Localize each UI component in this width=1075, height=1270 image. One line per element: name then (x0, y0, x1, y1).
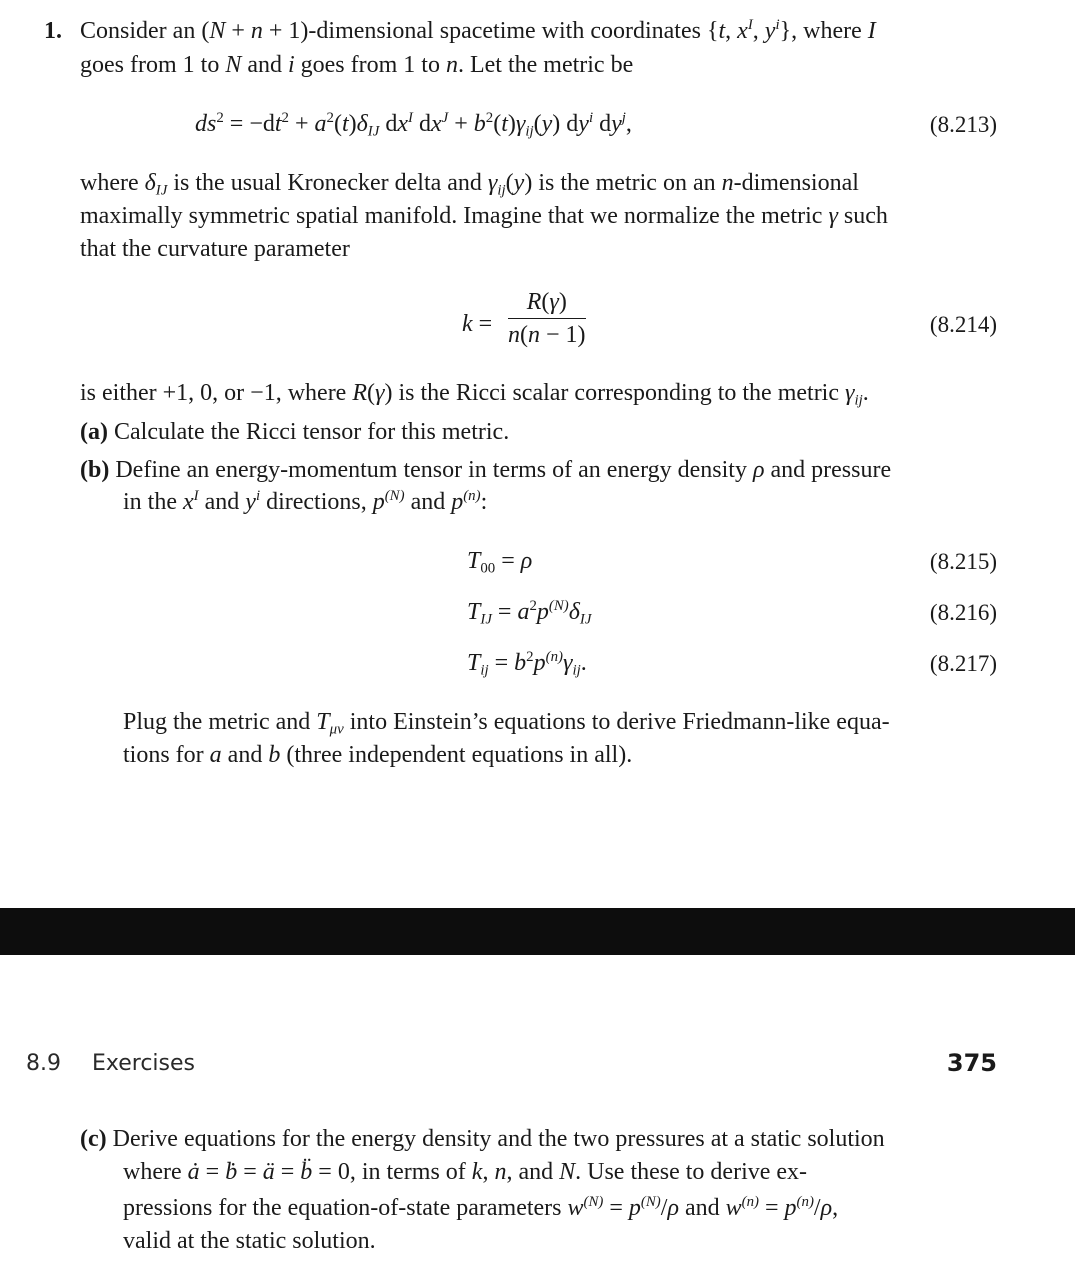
metric-equation: $ds^2 = -dt^2 + a^2(t)\delta_{IJ}$ $dx^I$ $dx^J + b^2(t)\gamma_{ij}(y)$ $dy^i$ $dy^j$, (195, 110, 632, 140)
k-symbol: k = (462, 311, 493, 337)
part-c-line-3: pressions for the equation-of-state parameters $w^{(N)} = p^{(N)}/\rho$ and $w^{(n)} = p^{(n)}/\rho$, (123, 1194, 839, 1221)
part-b-line-2: in the $x^I$ and $y^i$ directions, $p^{(N)}$ and $p^{(n)}$: (123, 488, 488, 515)
problem-number: 1. (44, 18, 62, 44)
part-a: (a) Calculate the Ricci tensor for this metric. (80, 419, 510, 445)
part-c-line-1: (c) Derive equations for the energy density and the two pressures at a static solution (80, 1126, 885, 1152)
either-line: is either +1, 0, or −1, where R(γ) is the Ricci scalar corresponding to the metric $\gamma_{ij}$. (80, 380, 869, 409)
equation-number-8-217: (8.217) (929, 651, 997, 676)
equation-number-8-215: (8.215) (929, 549, 997, 574)
plug-line-2: tions for a and b (three independent equations in all). (123, 742, 633, 768)
part-c-line-2: where ȧ = ḃ = ä = b̈ = 0, in terms of k, n, and N. Use these to derive ex- (123, 1159, 808, 1185)
intro-line-2: goes from 1 to N and i goes from 1 to n. Let the metric be (80, 52, 634, 78)
equation-number-8-216: (8.216) (929, 600, 997, 625)
where-line-3: that the curvature parameter (80, 236, 350, 262)
section-number: 8.9 (26, 1051, 61, 1076)
equation-t00: $T_{00} = \rho$ (467, 548, 533, 577)
page-divider-bar (0, 908, 1075, 955)
where-line-1: where $\delta_{IJ}$ is the usual Kronecker delta and $\gamma_{ij}(y)$ is the metric on an n-dimensional (80, 170, 859, 199)
k-fraction: $\frac{R(\gamma)}{n(n - 1)}$ (508, 289, 586, 348)
plug-line-1: Plug the metric and $T_{\mu\nu}$ into Einstein’s equations to derive Friedmann-like equa- (123, 709, 890, 738)
equation-number-8-214: (8.214) (929, 312, 997, 337)
equation-tij-capital: $T_{IJ} = a^2p^{(N)}\delta_{IJ}$ (467, 598, 592, 628)
page-number: 375 (946, 1049, 997, 1077)
equation-tij-lower: $T_{ij} = b^2p^{(n)}\gamma_{ij}$. (467, 649, 587, 679)
intro-line-1: Consider an (N + n + 1)-dimensional spacetime with coordinates {t, $x^I$, $y^i$}, where I (80, 17, 876, 44)
equation-number-8-213: (8.213) (929, 112, 997, 137)
part-b-line-1: (b) Define an energy-momentum tensor in terms of an energy density ρ and pressure (80, 457, 892, 483)
where-line-2: maximally symmetric spatial manifold. Imagine that we normalize the metric γ such (80, 203, 888, 229)
section-title: Exercises (92, 1051, 196, 1076)
part-c-line-4: valid at the static solution. (123, 1228, 376, 1254)
